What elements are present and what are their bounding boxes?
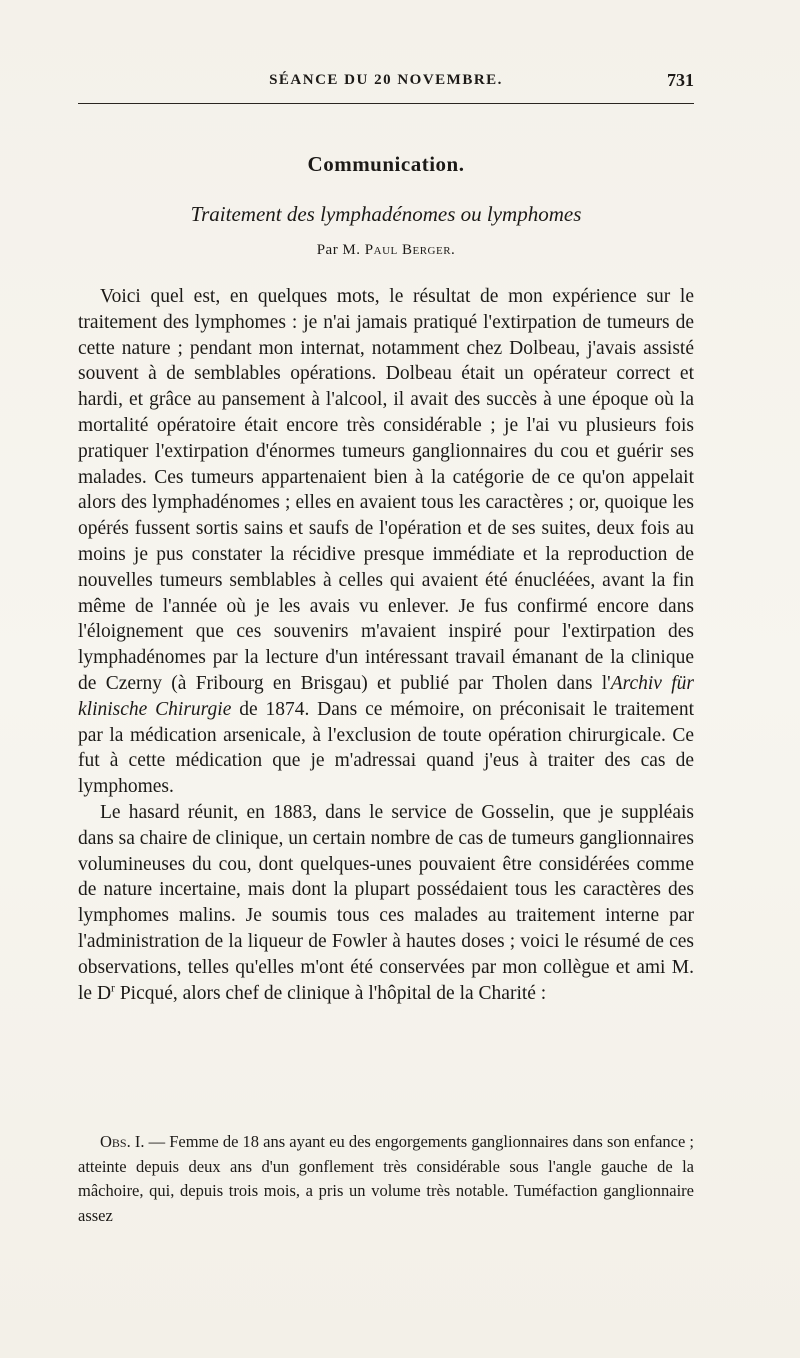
paragraph-2-superscript: r	[111, 981, 115, 995]
paragraph-1	[78, 284, 694, 800]
paragraph-1-text-b: de 1874. Dans ce mémoire, on préconisait le traitement par la médication arsenicale, à l'exclusion de toute opération chirurgicale. Ce fut à cette médication que je m'adressai quand j'eus à traiter des cas de lymphomes.	[78, 698, 694, 798]
page-number: 731	[667, 70, 694, 90]
section-title: Communication.	[307, 152, 465, 176]
observation-note	[78, 1130, 694, 1228]
observation-label: Obs. I.	[100, 1132, 145, 1151]
header-rule	[78, 103, 694, 104]
paragraph-2-text-a: Le hasard réunit, en 1883, dans le service de Gosselin, que je suppléais dans sa chaire de clinique, un certain nombre de cas de tumeurs ganglionnaires volumineuses du cou, dont quelques-unes pouvaient être considérées comme de nature incertaine, mais dont la plupart possédaient tous les caractères des lymphomes malins. Je soumis tous ces malades au traitement interne par l'administration de la liqueur de Fowler à hautes doses ; voici le résumé de ces observations, telles qu'elles m'ont été conservées par mon collègue et ami M. le D	[78, 801, 694, 1004]
page-header	[78, 72, 694, 98]
body-text	[78, 284, 694, 1006]
paragraph-2	[78, 800, 694, 1006]
byline-author: Paul Berger.	[364, 242, 456, 258]
byline	[78, 242, 694, 259]
paragraph-2-text-b: Picqué, alors chef de clinique à l'hôpital de la Charité :	[114, 982, 547, 1004]
article-title: Traitement des lymphadénomes ou lymphomes	[190, 202, 582, 226]
paragraph-1-journal-title: Archiv für klinische Chirurgie	[78, 672, 694, 720]
byline-prefix: Par M.	[316, 242, 361, 258]
running-head: SÉANCE DU 20 NOVEMBRE.	[269, 72, 503, 88]
observation-paragraph	[78, 1130, 694, 1228]
observation-text: — Femme de 18 ans ayant eu des engorgements ganglionnaires dans son enfance ; atteinte depuis deux ans d'un gonflement très considérable sous l'angle gauche de la mâchoire, qui, depuis trois mois, a pris un volume très notable. Tuméfaction ganglionnaire assez	[78, 1132, 695, 1225]
paragraph-1-text-a: Voici quel est, en quelques mots, le résultat de mon expérience sur le traitement des lymphomes : je n'ai jamais pratiqué l'extirpation de tumeurs de cette nature ; pendant mon internat, notamment chez Dolbeau, j'avais assisté souvent à de semblables opérations. Dolbeau était un opérateur correct et hardi, et grâce au pansement à l'alcool, il avait des succès à une époque où la mortalité opératoire était encore très considérable ; je l'ai vu plusieurs fois pratiquer l'extirpation d'énormes tumeurs ganglionnaires du cou et guérir ses malades. Ces tumeurs appartenaient bien à la catégorie de ce qu'on appelait alors des lymphadénomes ; elles en avaient tous les caractères ; or, quoique les opérés fussent sortis sains et saufs de l'opération et de ses suites, deux fois au moins je pus constater la récidive presque immédiate et la reproduction de nouvelles tumeurs semblables à celles qui avaient été énucléées, avant la fin même de l'année où je les avais vu enlever. Je fus confirmé encore dans l'éloignement que ces souvenirs m'avaient inspiré pour l'extirpation des lymphadénomes par la lecture d'un intéressant travail émanant de la clinique de Czerny (à Fribourg en Brisgau) et publié par Tholen dans l'	[78, 286, 694, 694]
